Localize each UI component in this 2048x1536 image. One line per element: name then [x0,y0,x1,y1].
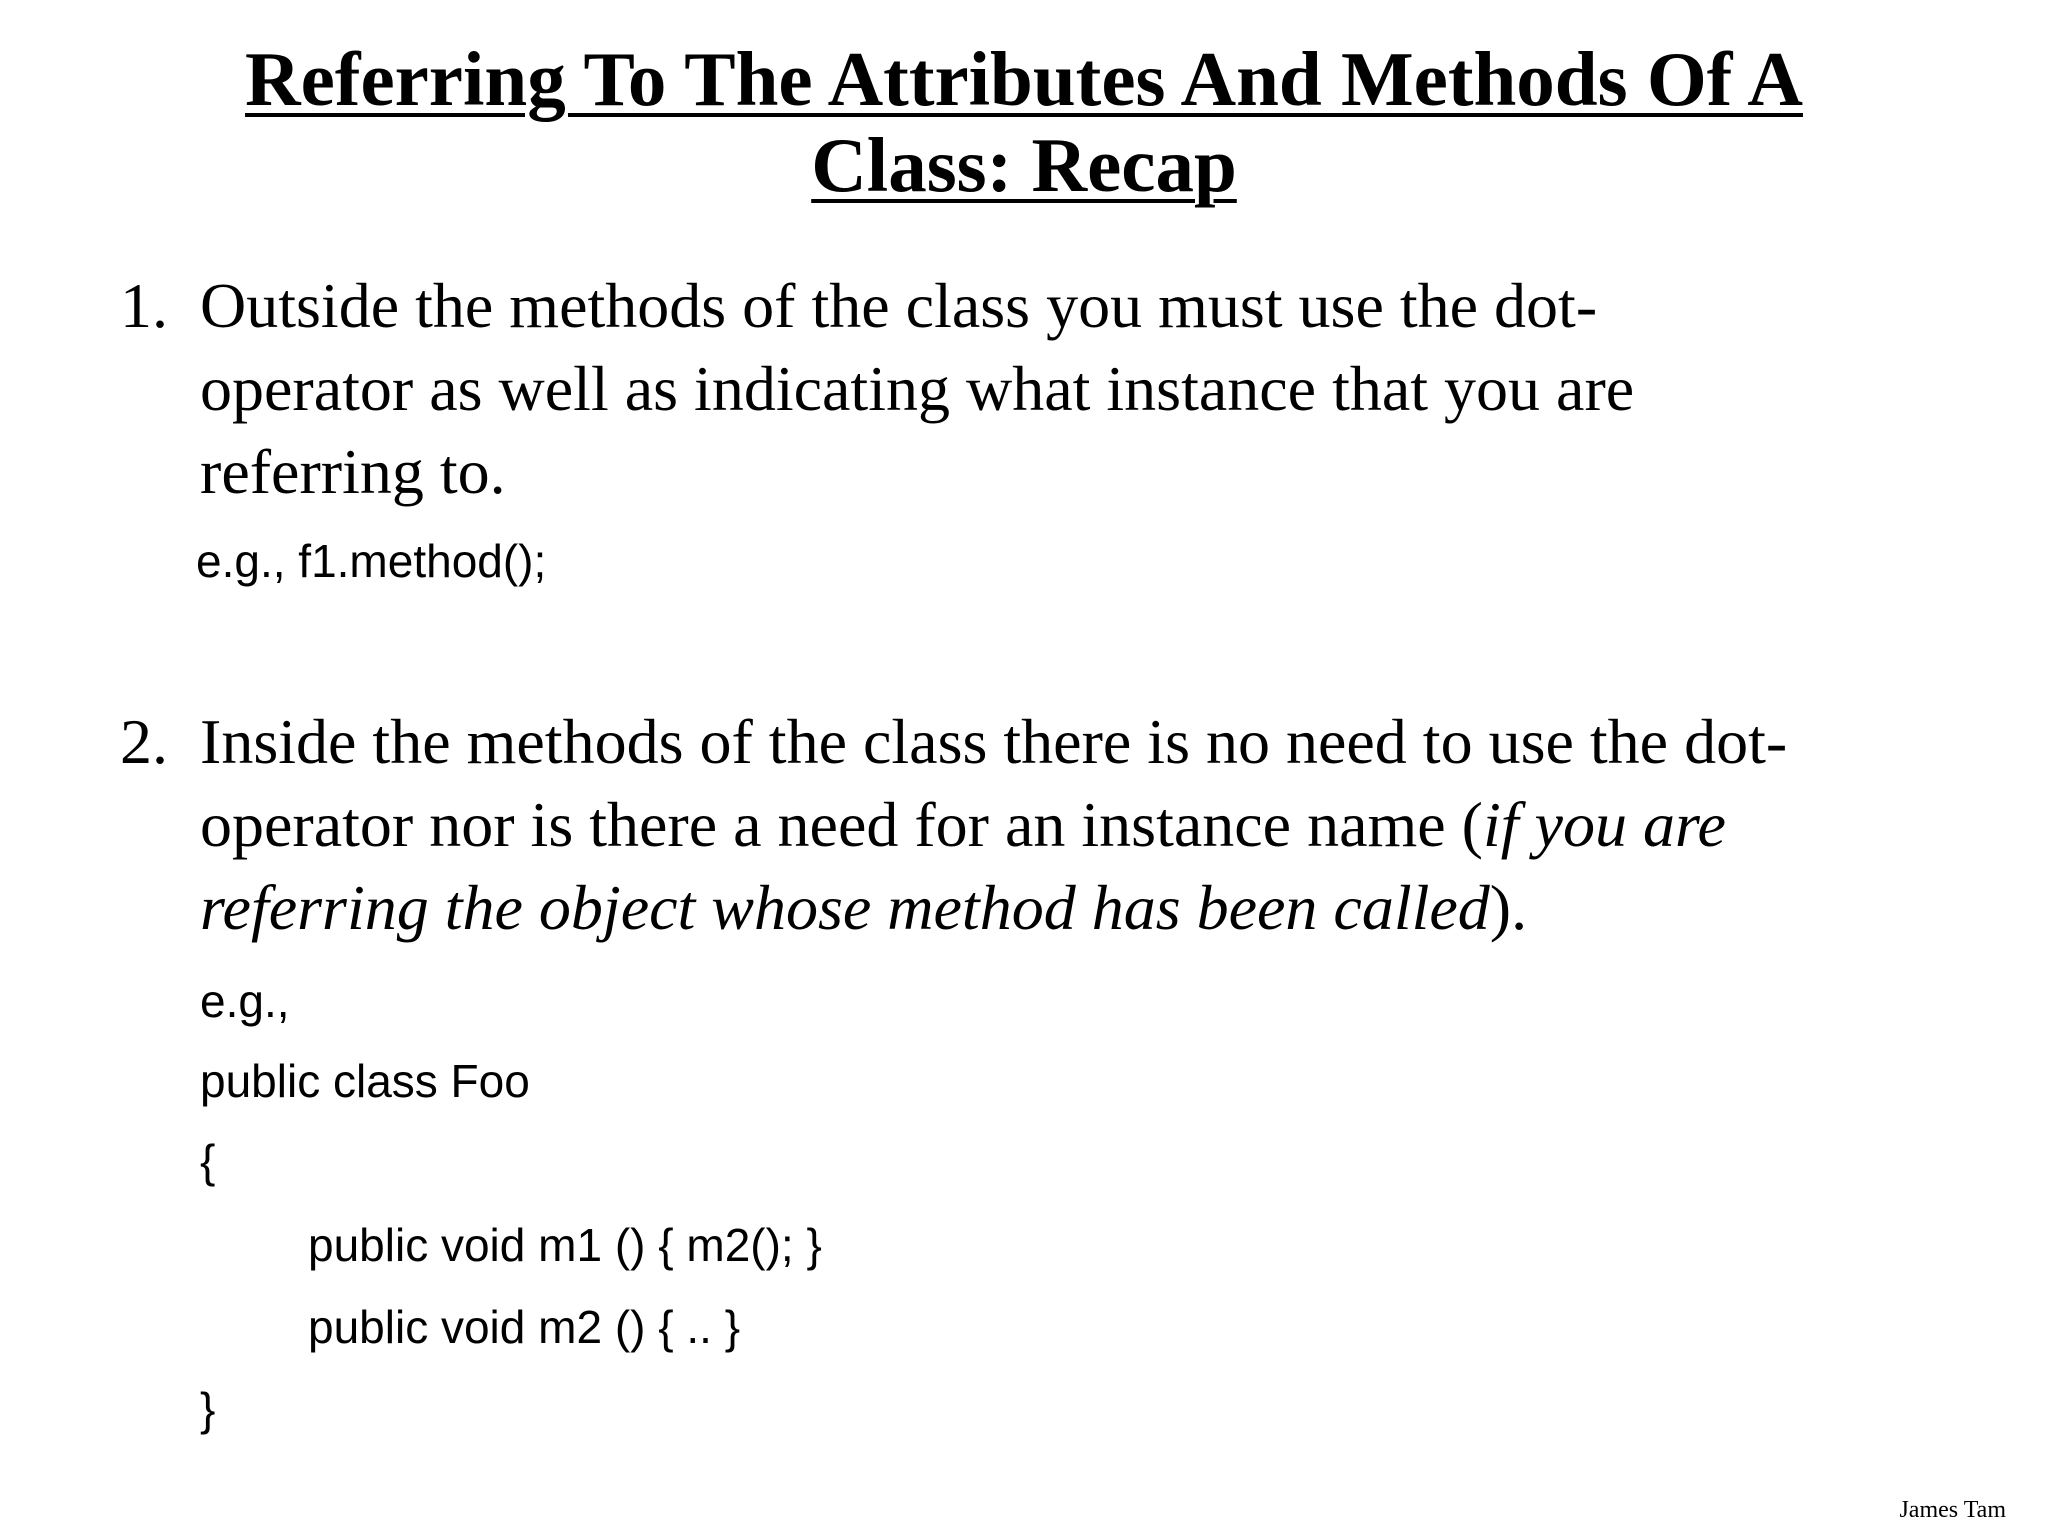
slide-title [0,36,2048,208]
list-item-1-text [200,264,1940,513]
code-line-class: public class Foo [200,1055,530,1107]
list-item-2-line-2-plain: operator nor is there a need for an instance name ( [200,789,1483,860]
list-item-2-text [200,700,1940,949]
code-line-close-brace: } [200,1383,216,1435]
list-item-2-line-3 [200,866,1940,949]
list-item-1-line-3: referring to. [200,436,506,507]
list-item-2-line-2-italic: if you are [1482,789,1726,860]
list-item-1-number: 1. [120,270,168,341]
list-item-2-line-1: Inside the methods of the class there is no need to use the dot- [200,706,1788,777]
slide-title-line-2: Class: Recap [811,122,1237,208]
list-item-2-line-3-plain: ). [1489,872,1528,943]
list-item-1-line-2: operator as well as indicating what instance that you are [200,353,1635,424]
list-item-2-line-2 [200,783,1940,866]
list-item-1-line-1: Outside the methods of the class you must use the dot- [200,270,1598,341]
code-line-method-m2: public void m2 () { .. } [308,1301,741,1353]
code-line-open-brace: { [200,1135,216,1187]
slide-title-line-1: Referring To The Attributes And Methods Of A [245,36,1803,122]
example-code-1: e.g., f1.method(); [196,535,547,587]
author-footer: James Tam [1899,1497,2006,1523]
example-label-2: e.g., [200,975,290,1027]
list-item-2-line-3-italic: referring the object whose method has been called [200,872,1490,943]
code-line-method-m1: public void m1 () { m2(); } [308,1219,822,1271]
list-item-2-number: 2. [120,706,168,777]
